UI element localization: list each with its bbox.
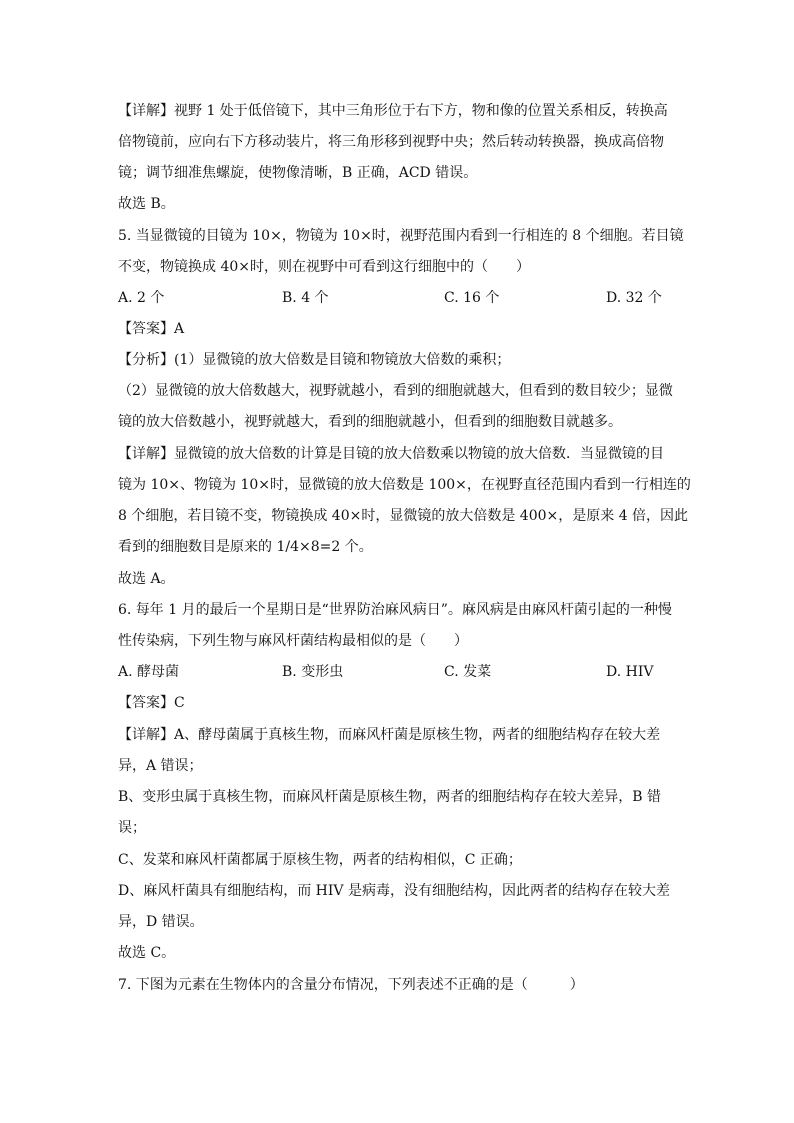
q5-option-c: C. 16 个 — [444, 290, 500, 306]
q4-detail-line-2: 倍物镜前，应向右下方移动装片，将三角形移到视野中央；然后转动转换器，换成高倍物 — [118, 134, 664, 150]
q5-detail-line-2: 镜为 10×、物镜为 10×时，显微镜的放大倍数是 100×，在视野直径范围内看到一行相连的 — [118, 477, 691, 493]
q4-choose: 故选 B。 — [118, 196, 175, 212]
q6-detail-line-6: D、麻风杆菌具有细胞结构，而 HIV 是病毒，没有细胞结构，因此两者的结构存在较大差 — [118, 883, 670, 899]
q5-stem-line-2: 不变，物镜换成 40×时，则在视野中可看到这行细胞中的（ ） — [118, 259, 530, 275]
q6-option-c: C. 发菜 — [444, 664, 492, 680]
q5-answer: 【答案】A — [118, 321, 185, 337]
q5-analysis-line-3: 镜的放大倍数越小，视野就越大，看到的细胞就越小，但看到的细胞数目就越多。 — [118, 414, 622, 430]
q6-option-a: A. 酵母菌 — [118, 664, 180, 680]
q5-option-a: A. 2 个 — [118, 290, 165, 306]
q5-stem-line-1: 5. 当显微镜的目镜为 10×，物镜为 10×时，视野范围内看到一行相连的 8 个细胞。若目镜 — [118, 228, 684, 244]
q6-option-d: D. HIV — [606, 664, 654, 680]
q5-analysis-line-2: （2）显微镜的放大倍数越大，视野就越小，看到的细胞就越大，但看到的数目较少；显微 — [118, 383, 673, 399]
q5-analysis-line-1: 【分析】(1）显微镜的放大倍数是目镜和物镜放大倍数的乘积； — [118, 352, 511, 368]
q4-detail-line-3: 镜；调节细准焦螺旋，使物像清晰，B 正确，ACD 错误。 — [118, 165, 478, 181]
q5-detail-line-3: 8 个细胞，若目镜不变，物镜换成 40×时，显微镜的放大倍数是 400×，是原来 4 倍，因此 — [118, 508, 689, 524]
q7-stem-line-1: 7. 下图为元素在生物体内的含量分布情况，下列表述不正确的是（ ） — [118, 977, 584, 993]
q6-answer: 【答案】C — [118, 695, 185, 711]
q6-detail-line-5: C、发菜和麻风杆菌都属于原核生物，两者的结构相似，C 正确； — [118, 852, 522, 868]
q6-choose: 故选 C。 — [118, 945, 176, 961]
q5-option-b: B. 4 个 — [282, 290, 329, 306]
q6-detail-line-2: 异，A 错误； — [118, 758, 203, 774]
q4-detail-line-1: 【详解】视野 1 处于低倍镜下，其中三角形位于右下方，物和像的位置关系相反，转换高 — [118, 103, 668, 119]
q6-detail-line-1: 【详解】A、酵母菌属于真核生物，而麻风杆菌是原核生物，两者的细胞结构存在较大差 — [118, 727, 661, 743]
q5-option-d: D. 32 个 — [606, 290, 662, 306]
q6-detail-line-4: 误； — [118, 820, 146, 836]
q6-option-b: B. 变形虫 — [282, 664, 344, 680]
q6-stem-line-1: 6. 每年 1 月的最后一个星期日是“世界防治麻风病日”。麻风病是由麻风杆菌引起的一种慢 — [118, 602, 672, 618]
q5-choose: 故选 A。 — [118, 571, 175, 587]
q6-stem-line-2: 性传染病，下列生物与麻风杆菌结构最相似的是（ ） — [118, 633, 468, 649]
q5-detail-line-1: 【详解】显微镜的放大倍数的计算是目镜的放大倍数乘以物镜的放大倍数．当显微镜的目 — [118, 446, 664, 462]
q6-detail-line-7: 异，D 错误。 — [118, 914, 204, 930]
q6-detail-line-3: B、变形虫属于真核生物，而麻风杆菌是原核生物，两者的细胞结构存在较大差异，B 错 — [118, 789, 662, 805]
q5-detail-line-4: 看到的细胞数目是原来的 1/4×8=2 个。 — [118, 539, 373, 555]
